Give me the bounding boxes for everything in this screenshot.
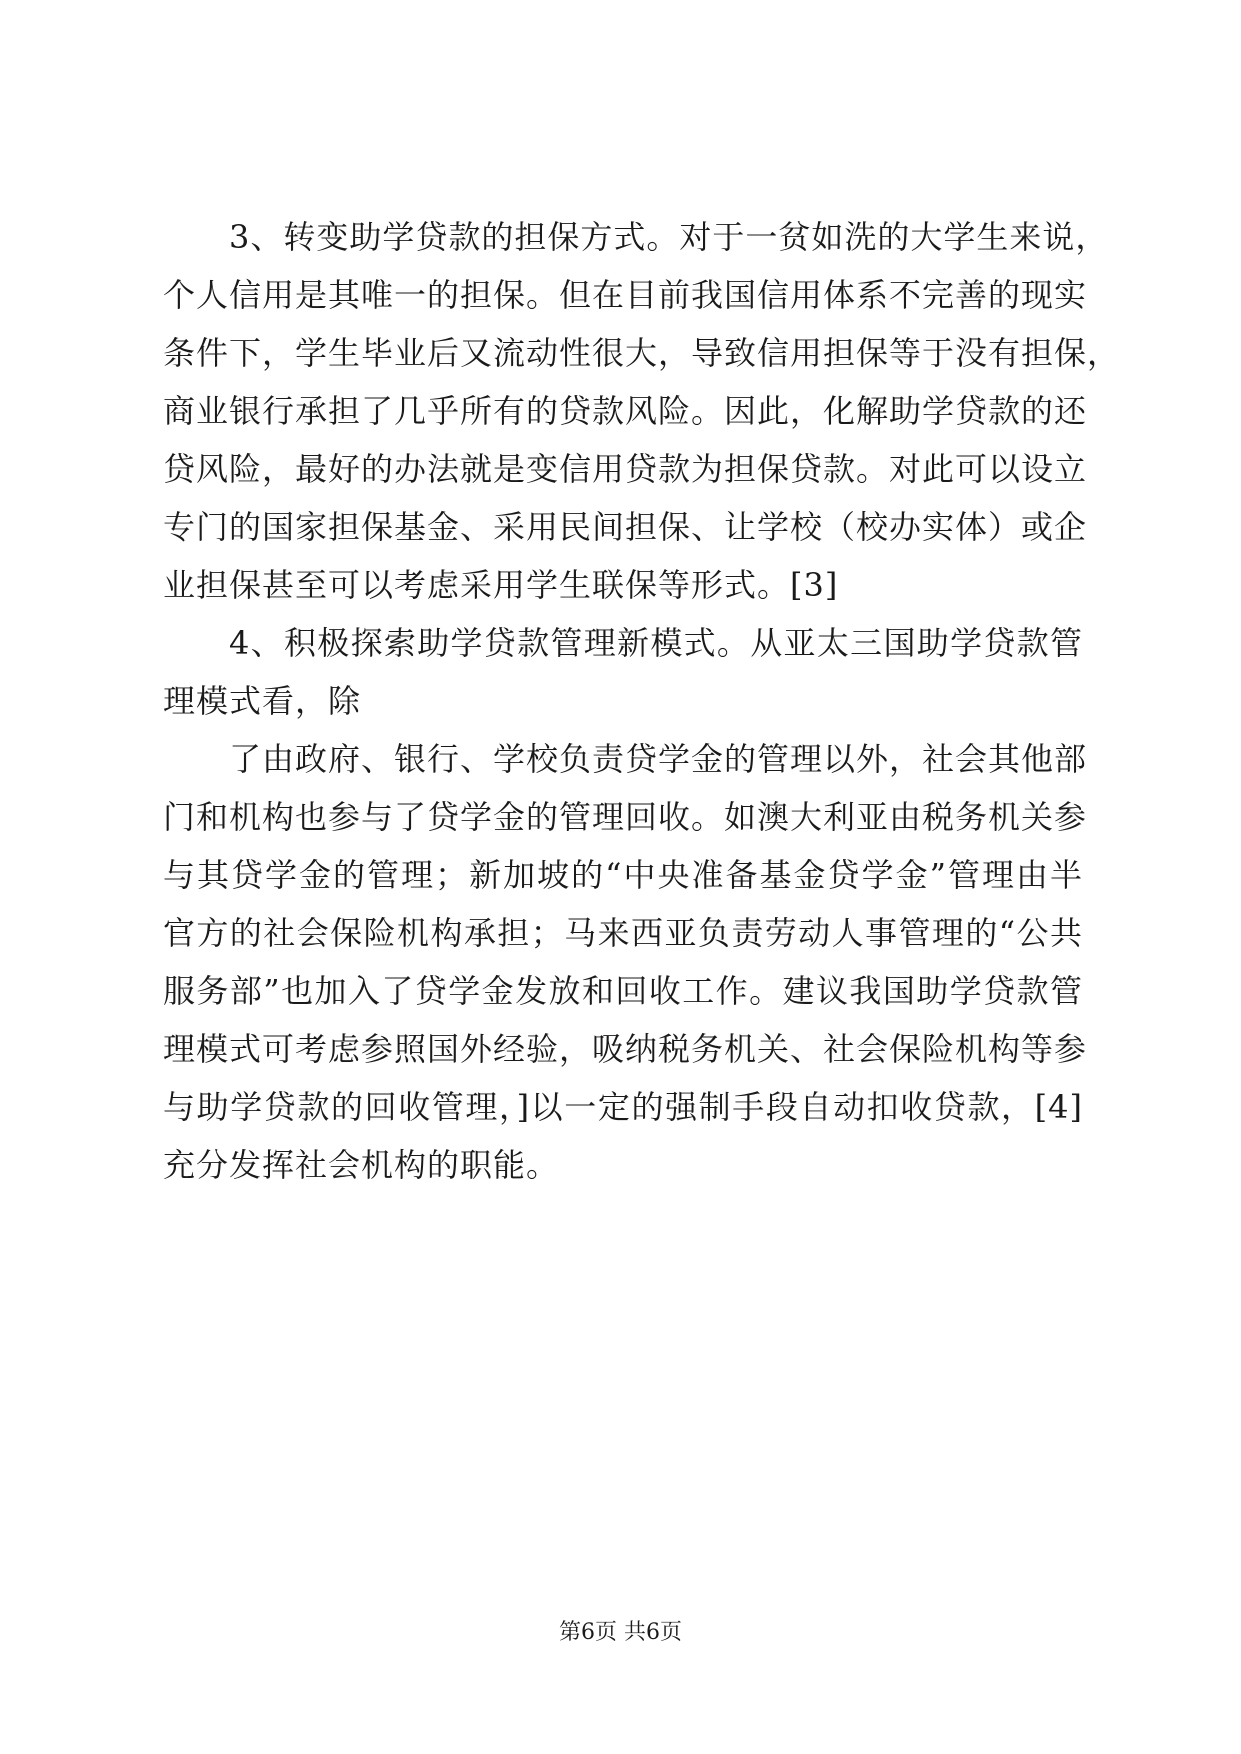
text-line: 与其贷学金的管理；新加坡的“中央准备基金贷学金”管理由半 <box>163 856 1083 894</box>
text-line: 官方的社会保险机构承担；马来西亚负责劳动人事管理的“公共 <box>163 914 1083 952</box>
text-line: 门和机构也参与了贷学金的管理回收。如澳大利亚由税务机关参 <box>163 798 1088 836</box>
text-line: 3、转变助学贷款的担保方式。对于一贫如洗的大学生来说， <box>229 218 1109 256</box>
text-line: 商业银行承担了几乎所有的贷款风险。因此，化解助学贷款的还 <box>163 392 1088 430</box>
text-line: 充分发挥社会机构的职能。 <box>163 1146 560 1184</box>
text-line: 4、积极探索助学贷款管理新模式。从亚太三国助学贷款管 <box>229 624 1083 662</box>
page-footer: 第6页 共6页 <box>559 1620 682 1645</box>
text-line: 理模式可考虑参照国外经验，吸纳税务机关、社会保险机构等参 <box>163 1030 1088 1068</box>
text-line: 业担保甚至可以考虑采用学生联保等形式。[3] <box>163 566 839 604</box>
text-line: 条件下，学生毕业后又流动性很大，导致信用担保等于没有担保， <box>163 334 1121 372</box>
text-line: 服务部”也加入了贷学金发放和回收工作。建议我国助学贷款管 <box>163 972 1083 1010</box>
body-text <box>163 208 1121 1194</box>
text-line: 理模式看，除 <box>163 682 362 720</box>
text-line: 了由政府、银行、学校负责贷学金的管理以外，社会其他部 <box>229 740 1088 778</box>
text-line: 与助学贷款的回收管理，]以一定的强制手段自动扣收贷款，[4] <box>163 1088 1083 1126</box>
text-line: 个人信用是其唯一的担保。但在目前我国信用体系不完善的现实 <box>163 276 1088 314</box>
text-line: 贷风险，最好的办法就是变信用贷款为担保贷款。对此可以设立 <box>163 450 1088 488</box>
text-line: 专门的国家担保基金、采用民间担保、让学校（校办实体）或企 <box>163 508 1088 546</box>
